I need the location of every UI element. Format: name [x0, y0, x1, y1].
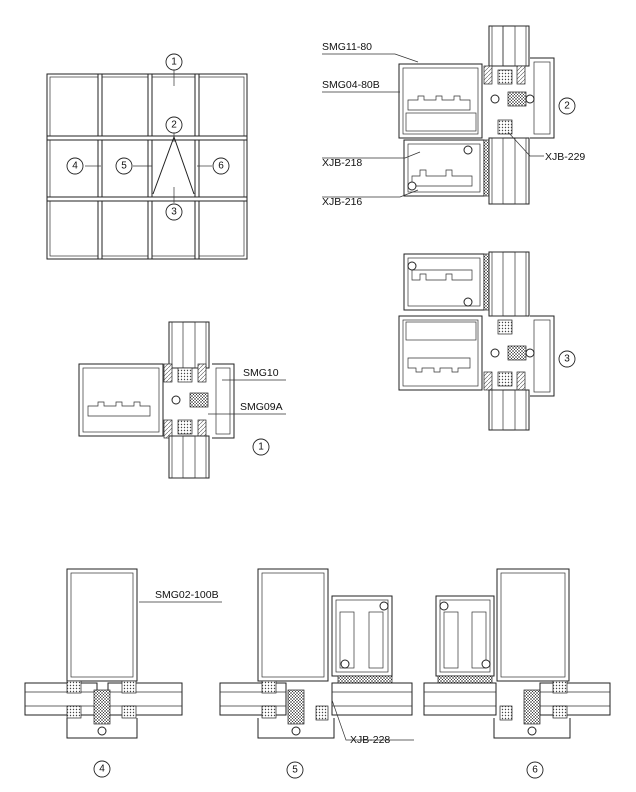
- detail-4-number: [94, 761, 110, 777]
- detail-4-glass-right: [108, 683, 182, 715]
- svg-text:3: 3: [564, 353, 570, 365]
- detail-1-lower-glass: [169, 436, 209, 478]
- detail-4-section: [25, 569, 222, 777]
- elevation-view: [47, 54, 247, 259]
- svg-text:1: 1: [171, 56, 177, 68]
- detail-2-section: [322, 26, 585, 208]
- detail-2-mullion-profile: [399, 64, 482, 138]
- detail-3-lower-glass: [489, 390, 529, 430]
- detail-1-pressure-cap: [212, 364, 234, 438]
- elevation-marker-3: [166, 204, 182, 220]
- detail-4-mullion-box: [67, 569, 137, 681]
- elevation-marker-2: [166, 117, 182, 133]
- svg-text:2: 2: [171, 119, 177, 131]
- detail-6-gaskets: [500, 681, 567, 735]
- detail-6-number: [527, 762, 543, 778]
- label-smg10: SMG10: [243, 367, 279, 379]
- svg-text:1: 1: [258, 441, 264, 453]
- detail-3-number: [559, 351, 575, 367]
- detail-3-pressure-cap: [530, 316, 554, 396]
- detail-5-mullion-box: [258, 569, 328, 681]
- label-smg11-80: SMG11-80: [322, 41, 372, 53]
- detail-6-mullion-box: [497, 569, 569, 681]
- detail-2-number: [559, 98, 575, 114]
- detail-6-glass-right: [540, 683, 610, 715]
- detail-4-gaskets: [67, 681, 136, 735]
- label-xjb-228: XJB-228: [350, 734, 391, 746]
- detail-2-glass: [489, 26, 529, 66]
- detail-1-upper-glass: [169, 322, 209, 368]
- svg-text:4: 4: [99, 763, 105, 775]
- detail-5-gaskets: [262, 681, 328, 735]
- detail-6-vent-sash: [436, 596, 494, 684]
- elevation-marker-1: [166, 54, 182, 70]
- svg-text:5: 5: [121, 160, 127, 172]
- elevation-marker-4: [67, 158, 83, 174]
- detail-1-mullion-profile: [79, 364, 163, 436]
- detail-5-glass-right: [332, 683, 412, 715]
- label-xjb-216: XJB-216: [322, 196, 363, 208]
- svg-text:6: 6: [532, 764, 538, 776]
- label-xjb-218: XJB-218: [322, 157, 363, 169]
- detail-6-section: [424, 569, 610, 778]
- svg-text:6: 6: [218, 160, 224, 172]
- label-smg02-100b: SMG02-100B: [155, 589, 219, 601]
- detail-1-gaskets: [164, 364, 208, 438]
- svg-text:3: 3: [171, 206, 177, 218]
- label-xjb-229: XJB-229: [545, 151, 586, 163]
- detail-3-gaskets: [484, 320, 534, 390]
- elevation-marker-5: [116, 158, 132, 174]
- detail-2-gaskets: [484, 66, 534, 134]
- detail-1-section: [79, 322, 286, 478]
- detail-3-mullion-profile: [399, 316, 482, 390]
- detail-6-glass-left: [424, 683, 496, 715]
- detail-5-vent-sash: [332, 596, 392, 684]
- svg-text:4: 4: [72, 160, 78, 172]
- detail-3-section: [399, 252, 575, 430]
- detail-1-number: [253, 439, 269, 455]
- svg-text:5: 5: [292, 764, 298, 776]
- detail-5-number: [287, 762, 303, 778]
- detail-5-section: [220, 569, 414, 778]
- label-smg04-80b: SMG04-80B: [322, 79, 380, 91]
- detail-4-glass-left: [25, 683, 97, 715]
- svg-text:2: 2: [564, 100, 570, 112]
- label-smg09a: SMG09A: [240, 401, 283, 413]
- elevation-marker-6: [213, 158, 229, 174]
- detail-3-upper-glass: [489, 252, 529, 316]
